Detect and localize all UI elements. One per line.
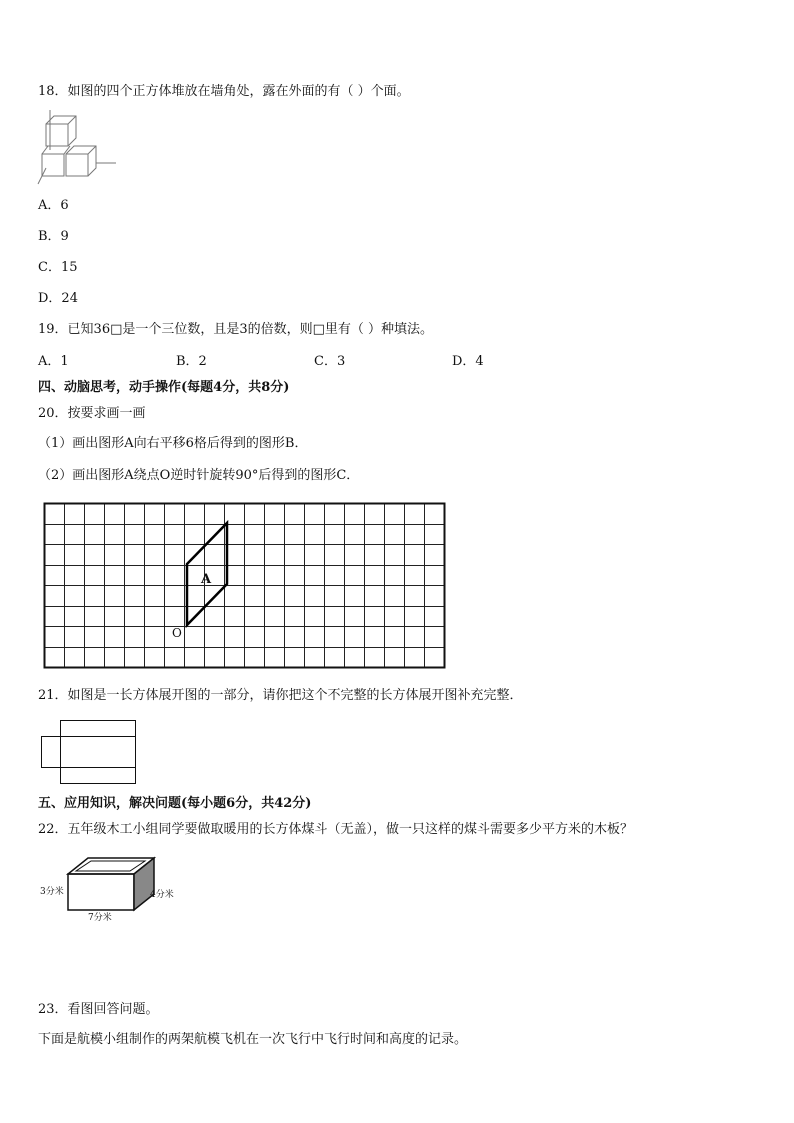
box-length-label: 7分米 (88, 913, 112, 923)
q22-text: 22．五年级木工小组同学要做取暖用的长方体煤斗（无盖），做一只这样的煤斗需要多少平方米的木板？ (38, 822, 634, 837)
q18-option-d: D．24 (38, 291, 78, 306)
shape-a-label: A (201, 572, 212, 587)
q19-option-c: C．3 (314, 354, 346, 369)
q19-option-a: A．1 (38, 354, 69, 369)
box-width-label: 4分米 (150, 890, 174, 900)
q20-sub1: （1）画出图形A向右平移6格后得到的图形B． (38, 436, 308, 451)
q21-text: 21．如图是一长方体展开图的一部分，请你把这个不完整的长方体展开图补充完整． (38, 688, 523, 703)
q18-cubes-figure (36, 110, 120, 186)
box-height-label: 3分米 (40, 887, 64, 897)
q20-grid-figure (44, 503, 446, 669)
q18-text: 18．如图的四个正方体堆放在墙角处，露在外面的有（ ）个面。 (38, 84, 410, 99)
q19-option-d: D．4 (452, 354, 484, 369)
section-4-title: 四、动脑思考，动手操作(每题4分，共8分) (38, 380, 290, 395)
q21-net-figure (40, 720, 140, 786)
q23-text: 23．看图回答问题。 (38, 1002, 159, 1017)
q19-option-b: B．2 (176, 354, 207, 369)
q23-desc: 下面是航模小组制作的两架航模飞机在一次飞行中飞行时间和高度的记录。 (38, 1032, 468, 1047)
section-5-title: 五、应用知识，解决问题(每小题6分，共42分) (38, 796, 312, 811)
q18-option-a: A．6 (38, 198, 69, 213)
q20-text: 20．按要求画一画 (38, 406, 146, 421)
q20-sub2: （2）画出图形A绕点O逆时针旋转90°后得到的图形C． (38, 468, 360, 483)
q18-option-b: B．9 (38, 229, 69, 244)
q22-box-figure (38, 854, 188, 924)
q18-option-c: C．15 (38, 260, 78, 275)
point-o-label: O (172, 626, 182, 640)
q19-text: 19．已知36□是一个三位数，且是3的倍数，则□里有（ ）种填法。 (38, 322, 434, 337)
